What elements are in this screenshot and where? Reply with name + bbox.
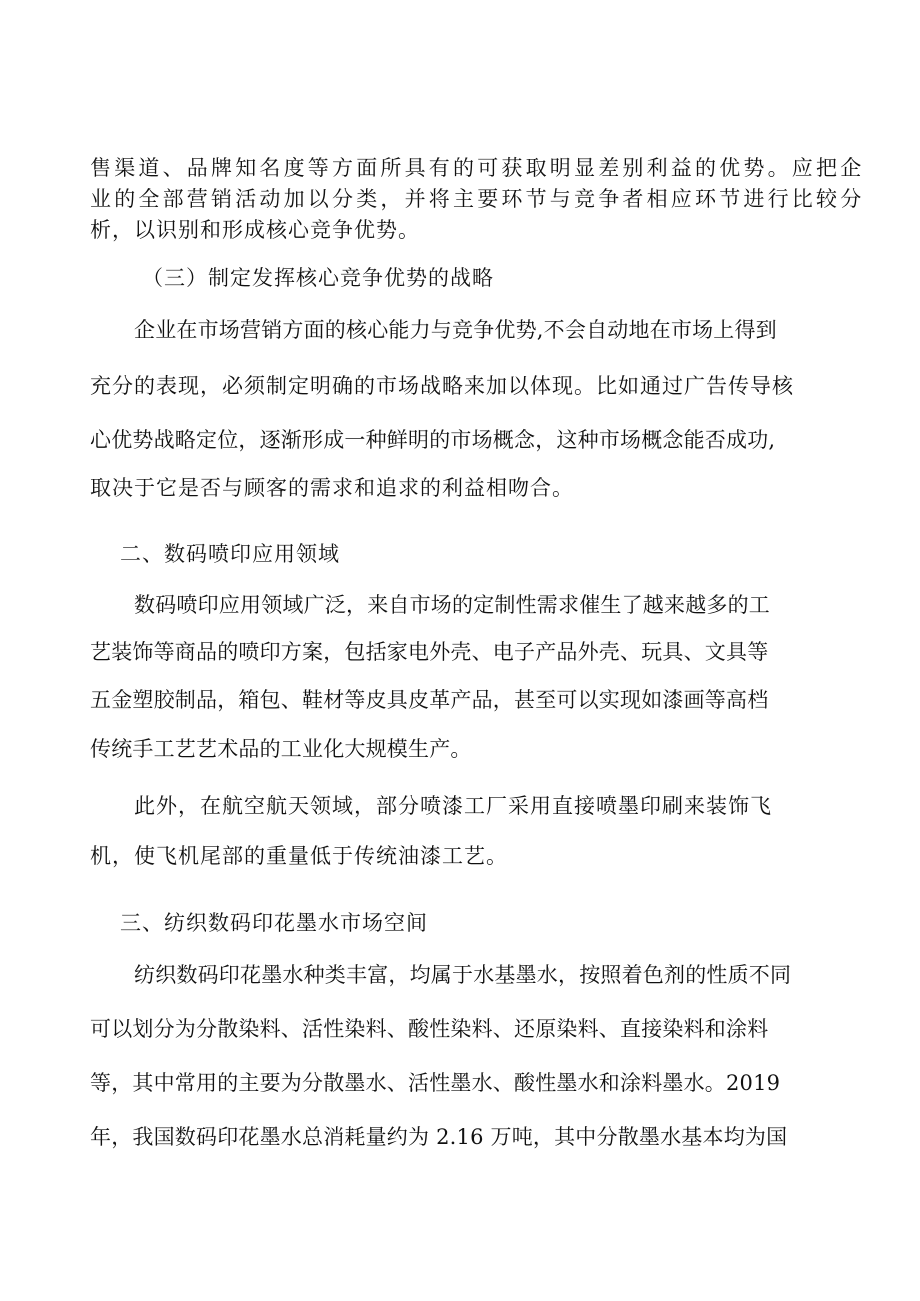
- paragraph-line: 纺织数码印花墨水种类丰富，均属于水基墨水，按照着色剂的性质不同: [134, 963, 792, 987]
- paragraph-line: 等，其中常用的主要为分散墨水、活性墨水、酸性墨水和涂料墨水。2019: [90, 1071, 781, 1095]
- paragraph-line: 五金塑胶制品，箱包、鞋材等皮具皮革产品，甚至可以实现如漆画等高档: [90, 688, 769, 712]
- paragraph-line: 取决于它是否与顾客的需求和追求的利益相吻合。: [90, 476, 574, 500]
- paragraph-line: 析，以识别和形成核心竞争优势。: [90, 218, 420, 242]
- paragraph-line: 此外，在航空航天领域，部分喷漆工厂采用直接喷墨印刷来装饰飞: [134, 794, 772, 818]
- section-heading: 三、纺织数码印花墨水市场空间: [120, 911, 428, 935]
- paragraph-line: 传统手工艺艺术品的工业化大规模生产。: [90, 737, 472, 761]
- paragraph-line: 业的全部营销活动加以分类，并将主要环节与竞争者相应环节进行比较分: [90, 187, 865, 211]
- section-heading: 二、数码喷印应用领域: [120, 542, 340, 566]
- paragraph-line: 数码喷印应用领域广泛，来自市场的定制性需求催生了越来越多的工: [134, 593, 770, 617]
- paragraph-line: 可以划分为分散染料、活性染料、酸性染料、还原染料、直接染料和涂料: [90, 1017, 769, 1041]
- paragraph-line: 充分的表现，必须制定明确的市场战略来加以体现。比如通过广告传导核: [90, 374, 794, 398]
- paragraph-line: 售渠道、品牌知名度等方面所具有的可获取明显差别利益的优势。应把企: [90, 156, 865, 180]
- paragraph-line: 企业在市场营销方面的核心能力与竞争优势,不会自动地在市场上得到: [134, 318, 777, 342]
- section-subheading: （三）制定发挥核心竞争优势的战略: [142, 266, 494, 290]
- paragraph-line: 艺装饰等商品的喷印方案，包括家电外壳、电子产品外壳、玩具、文具等: [90, 640, 769, 664]
- paragraph-line: 心优势战略定位，逐渐形成一种鲜明的市场概念，这种市场概念能否成功,: [90, 428, 776, 452]
- paragraph-line: 机，使飞机尾部的重量低于传统油漆工艺。: [90, 844, 508, 868]
- paragraph-line: 年，我国数码印花墨水总消耗量约为 2.16 万吨，其中分散墨水基本均为国: [90, 1125, 788, 1149]
